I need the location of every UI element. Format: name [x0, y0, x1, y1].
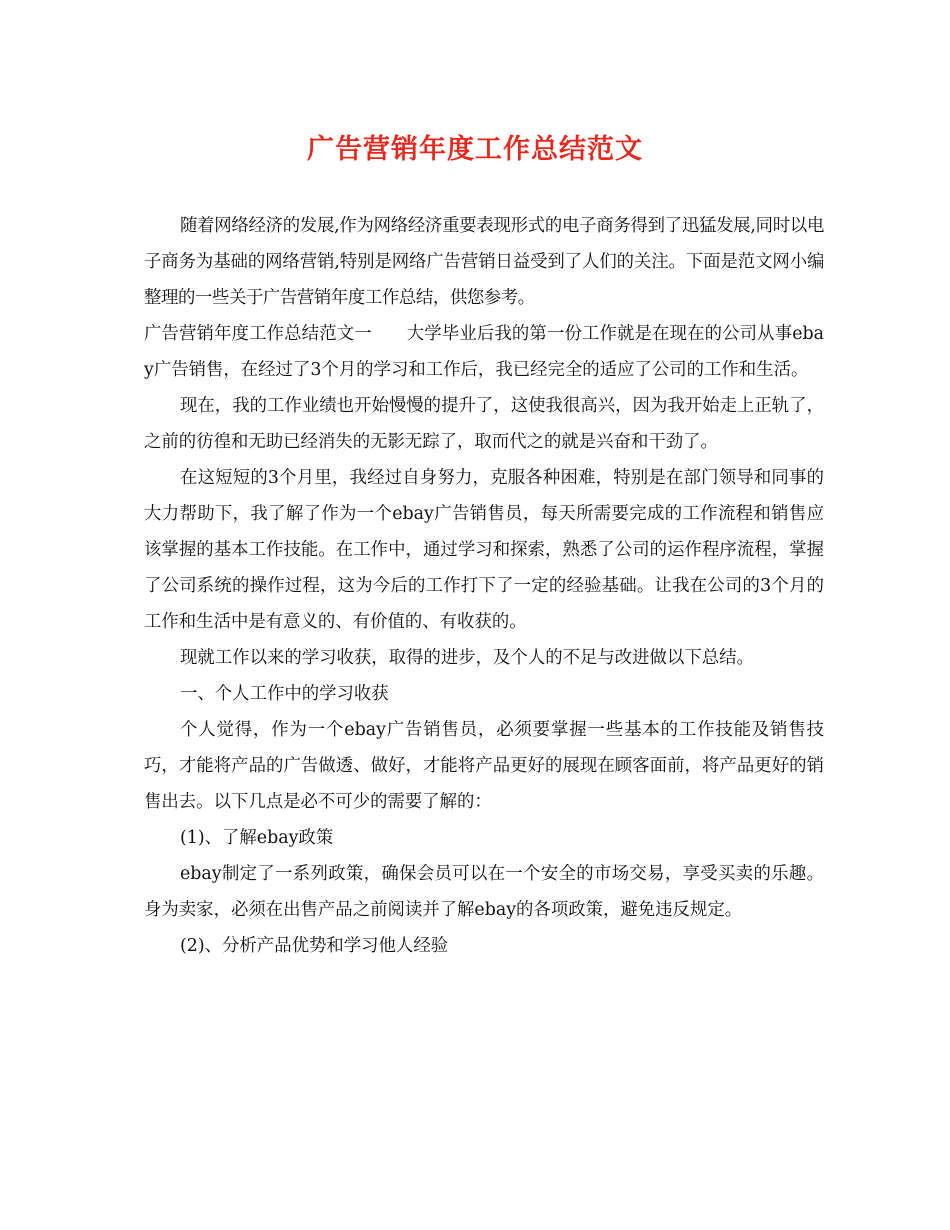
paragraph-summary-intro: 现就工作以来的学习收获，取得的进步，及个人的不足与改进做以下总结。 [180, 648, 754, 668]
document-body [144, 208, 824, 964]
paragraph-intro: 随着网络经济的发展,作为网络经济重要表现形式的电子商务得到了迅猛发展,同时以电子商务为基础的网络营销,特别是网络广告营销日益受到了人们的关注。下面是范文网小编整理的一些关于广告营销年度工作总结，供您参考。 [144, 216, 824, 308]
paragraph-ebay-policy: ebay制定了一系列政策，确保会员可以在一个安全的市场交易，享受买卖的乐趣。身为卖家，必须在出售产品之前阅读并了解ebay的各项政策，避免违反规定。 [144, 864, 824, 920]
paragraph-performance: 现在，我的工作业绩也开始慢慢的提升了，这使我很高兴，因为我开始走上正轨了，之前的彷徨和无助已经消失的无影无踪了，取而代之的就是兴奋和干劲了。 [144, 396, 824, 452]
paragraph-three-months: 在这短短的3个月里，我经过自身努力，克服各种困难，特别是在部门领导和同事的大力帮助下，我了解了作为一个ebay广告销售员，每天所需要完成的工作流程和销售应该掌握的基本工作技能。在工作中，通过学习和探索，熟悉了公司的运作程序流程，掌握了公司系统的操作过程，这为今后的工作打下了一定的经验基础。让我在公司的3个月的工作和生活中是有意义的、有价值的、有收获的。 [144, 468, 824, 632]
heading-learning-gains: 一、个人工作中的学习收获 [180, 684, 389, 704]
paragraph-section-one-start: 广告营销年度工作总结范文一 大学毕业后我的第一份工作就是在现在的公司从事ebay广告销售，在经过了3个月的学习和工作后，我已经完全的适应了公司的工作和生活。 [144, 324, 824, 380]
list-item-product-advantages: (2)、分析产品优势和学习他人经验 [180, 936, 449, 956]
paragraph-skills: 个人觉得，作为一个ebay广告销售员，必须要掌握一些基本的工作技能及销售技巧，才能将产品的广告做透、做好，才能将产品更好的展现在顾客面前，将产品更好的销售出去。以下几点是必不可少的需要了解的： [144, 720, 824, 812]
document-title: 广告营销年度工作总结范文 [307, 134, 643, 165]
list-item-ebay-policy: (1)、了解ebay政策 [180, 828, 334, 848]
